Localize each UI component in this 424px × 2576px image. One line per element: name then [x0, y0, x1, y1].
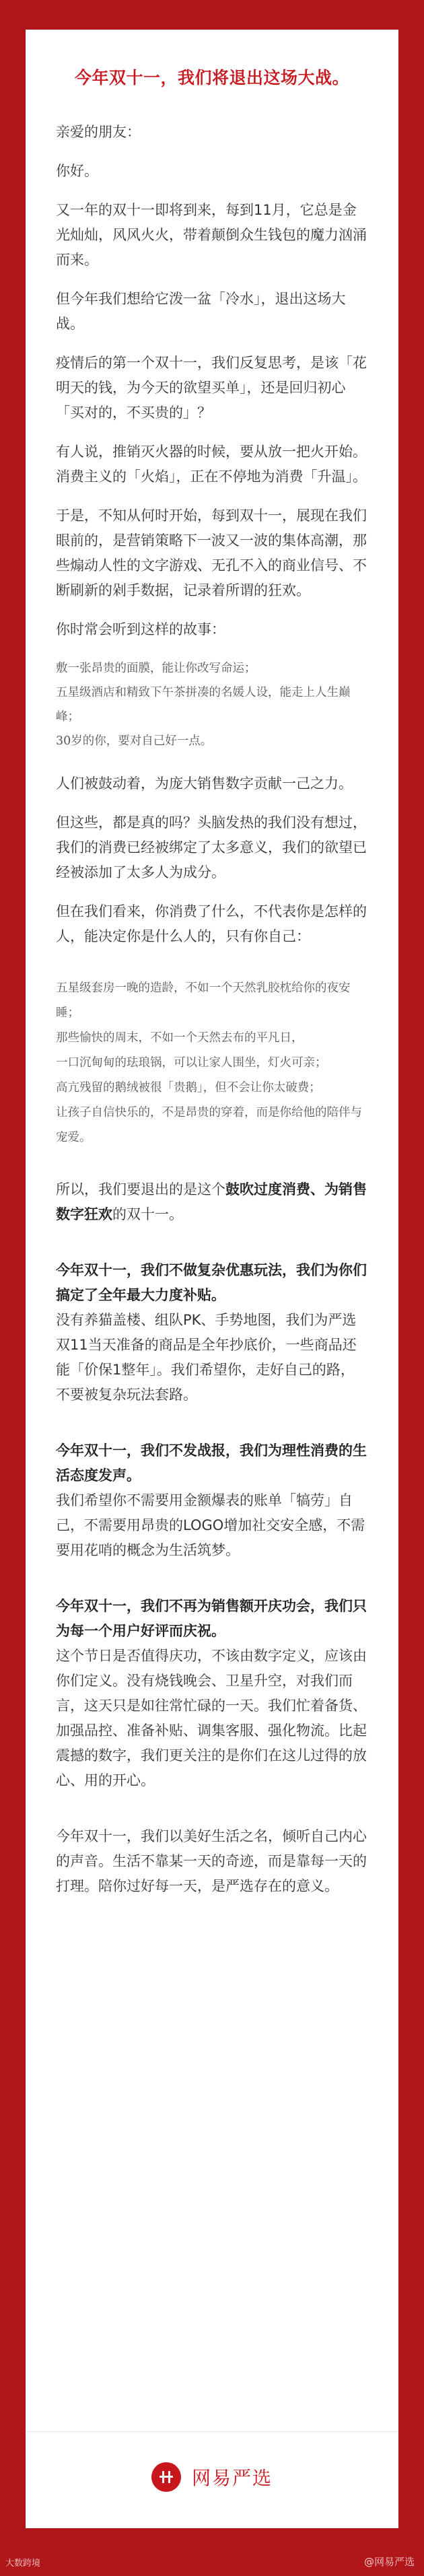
quote-block-2	[56, 976, 368, 1150]
section-1-body: 没有养猫盖楼、组队PK、手势地图，我们为严选双11当天准备的商品是全年抄底价，一些商品还能「价保1整年」。我们希望你，走好自己的路，不要被复杂玩法套路。	[56, 1312, 357, 1403]
section-2-body: 我们希望你不需要用金额爆表的账单「犒劳」自己，不需要用昂贵的LOGO增加社交安全感，不需要用花哨的概念为生活筑梦。	[56, 1492, 365, 1558]
brand-footer	[26, 2462, 398, 2492]
quote-line: 那些愉快的周末，不如一个天然去布的平凡日，	[56, 1031, 304, 1045]
paragraph-10-emphasis: 鼓吹过度消费、为销售数字狂欢	[56, 1181, 367, 1222]
quote-line: 高亢残留的鹅绒被很「贵鹅」，但不会让你太破费；	[56, 1081, 321, 1094]
section-3-heading: 今年双十一，我们不再为销售额开庆功会，我们只为每一个用户好评而庆祝。	[56, 1598, 367, 1639]
paragraph-2: 但今年我们想给它泼一盆「冷水」，退出这场大战。	[56, 291, 346, 332]
paragraph-4: 有人说，推销灭火器的时候，要从放一把火开始。消费主义的「火焰」，正在不停地为消费「升温」。	[56, 444, 367, 485]
paragraph-6: 你时常会听到这样的故事：	[56, 621, 225, 637]
section-2-heading: 今年双十一，我们不发战报，我们为理性消费的生活态度发声。	[56, 1442, 367, 1484]
paragraph-5: 于是，不知从何时开始，每到双十一，展现在我们眼前的，是营销策略下一波又一波的集体高潮，那些煽动人性的文字游戏、无孔不入的商业信号、不断刷新的剁手数据，记录着所谓的狂欢。	[56, 508, 367, 598]
letter-card	[26, 30, 398, 2528]
paragraph-10-post: 的双十一。	[112, 1206, 183, 1222]
paragraph-10	[56, 1177, 368, 1227]
paragraph-7: 人们被鼓动着，为庞大销售数字贡献一己之力。	[56, 775, 353, 792]
netease-yanxuan-logo-icon	[151, 2462, 181, 2492]
watermark-right: @网易严选	[363, 2556, 415, 2568]
paragraph-9: 但在我们看来，你消费了什么，不代表你是怎样的人，能决定你是什么人的，只有你自己：	[56, 903, 367, 944]
watermark-left: 大数跨境	[5, 2558, 41, 2569]
quote-line: 敷一张昂贵的面膜，能让你改写命运；	[56, 662, 256, 675]
quote-block-1	[56, 656, 368, 753]
footer-divider	[26, 2431, 398, 2432]
quote-line: 30岁的你，要对自己好一点。	[56, 734, 213, 748]
section-1-heading: 今年双十一，我们不做复杂优惠玩法，我们为你们搞定了全年最大力度补贴。	[56, 1262, 367, 1303]
quote-line: 五星级套房一晚的造龄，不如一个天然乳胶枕给你的夜安睡；	[56, 981, 351, 1020]
greeting: 你好。	[56, 163, 98, 179]
paragraph-8: 但这些，都是真的吗？头脑发热的我们没有想过，我们的消费已经被绑定了太多意义，我们的欲望已经被添加了太多人为成分。	[56, 814, 367, 880]
quote-line: 五星级酒店和精致下午茶拼凑的名媛人设，能走上人生巅峰；	[56, 686, 351, 724]
quote-line: 一口沉甸甸的珐琅锅，可以让家人围坐，灯火可亲；	[56, 1056, 327, 1070]
salutation: 亲爱的朋友：	[56, 124, 141, 140]
paragraph-3: 疫情后的第一个双十一，我们反复思考，是该「花明天的钱，为今天的欲望买单」，还是回归初心「买对的，不买贵的」？	[56, 355, 367, 421]
paragraph-1: 又一年的双十一即将到来，每到11月，它总是金光灿灿，风风火火，带着颠倒众生钱包的魔力汹涌而来。	[56, 202, 367, 268]
section-3-body: 这个节日是否值得庆功，不该由数字定义，应该由你们定义。没有烧钱晚会、卫星升空，对我们而言，这天只是如往常忙碌的一天。我们忙着备货、加强品控、准备补贴、调集客服、强化物流。比起震撼的数字，我们更关注的是你们在这儿过得的放心、用的开心。	[56, 1648, 367, 1788]
brand-name: 网易严选	[191, 2467, 273, 2489]
paragraph-10-pre: 所以，我们要退出的是这个	[56, 1181, 225, 1197]
closing-paragraph: 今年双十一，我们以美好生活之名，倾听自己内心的声音。生活不靠某一天的奇迹，而是靠每一天的打理。陪你过好每一天，是严选存在的意义。	[56, 1828, 367, 1894]
quote-line: 让孩子自信快乐的，不是昂贵的穿着，而是你给他的陪伴与宠爱。	[56, 1106, 362, 1144]
letter-title: 今年双十一，我们将退出这场大战。	[74, 68, 349, 88]
